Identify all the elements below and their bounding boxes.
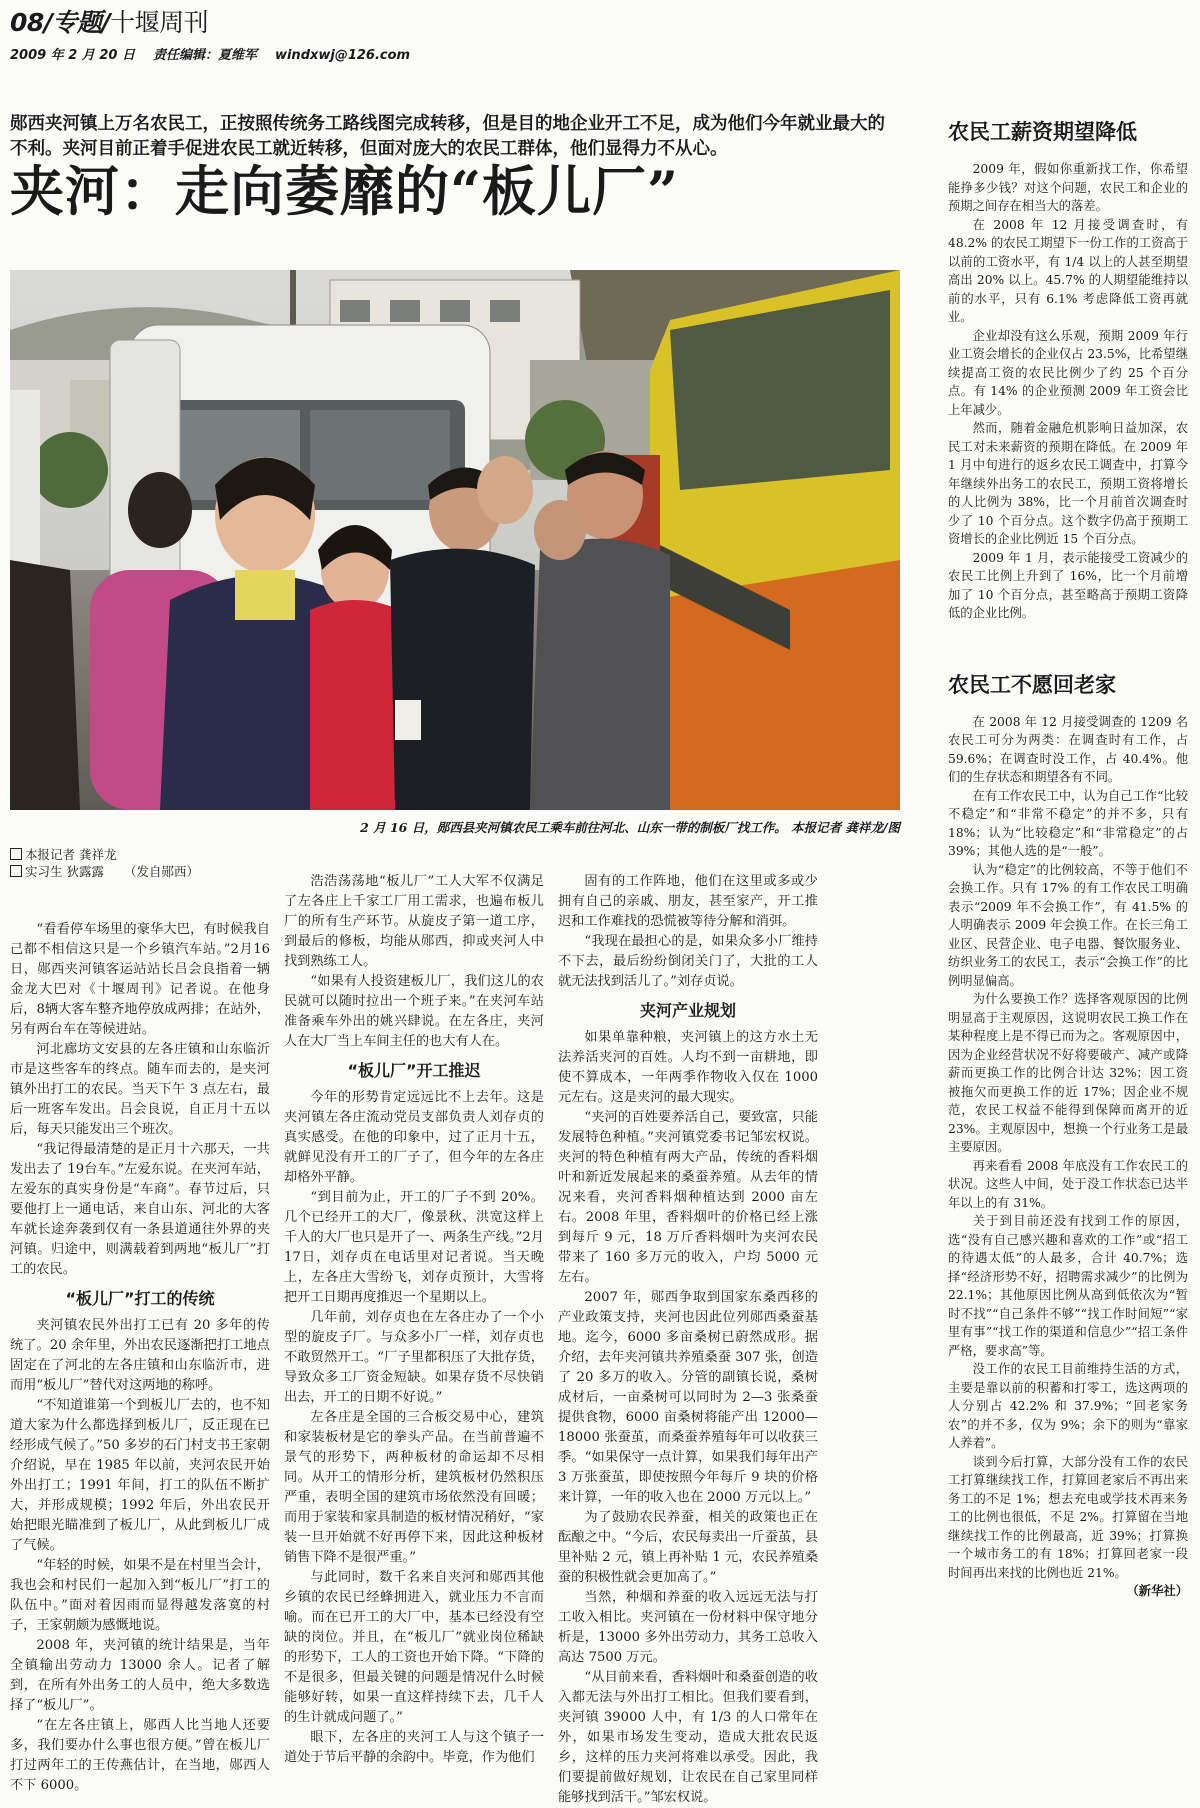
sidebar-paragraph: 再来看看 2008 年底没有工作农民工的状况。这些人中间，处于没工作状态已达半年以上的有 31%。 [948,1158,1188,1210]
subheading: “板儿厂”打工的传统 [65,1289,215,1308]
header-meta [10,44,1190,63]
article-column-1 [10,846,270,1796]
sidebar-paragraph: 企业却没有这么乐观，预期 2009 年行业工资会增长的企业仅占 23.5%，比希望继续提高工资的农民比例少了约 25 个百分点。有 14% 的企业预测 2009 年工资会比上年减少。 [948,328,1188,417]
paragraph: 左各庄是全国的三合板交易中心，建筑和家装板材是它的拳头产品。在当前普遍不景气的形势下，两种板材的命运却不尽相同。从开工的情形分析，建筑板材仍然积压严重，表明全国的建筑市场依然没有回暖；而用于家装和家具制造的板材情况稍好，“家装一旦开始就不好再停下来，因此这种板材销售下降不是很严重。” [284,1410,544,1565]
paragraph: 眼下，左各庄的夹河工人与这个镇子一道处于节后平静的余韵中。毕竟，作为他们 [284,1730,544,1765]
header-separator: / [101,8,111,37]
page-header [10,6,1190,68]
article-headline: 夹河：走向萎靡的“板儿厂” [10,159,680,223]
paragraph: 2007 年，郧西争取到国家东桑西移的产业政策支持，夹河也因此位列郧西桑蚕基地。迄今，6000 多亩桑树已蔚然成形。据介绍，去年夹河镇共养殖桑蚕 307 张，创造了 20 多万的收入。分管的副镇长说，桑树成材后，一亩桑树可以同时为 2—3 张桑蚕提供食物，6000 亩桑树将能产出 12000—18000 张蚕茧，而桑蚕养殖每年可以收获三季。“如果保守一点计算，如果我们每年出产 3 万张蚕茧，即使按照今年每斤 9 块的价格来计算，一年的收入也在 2000 万元以上。” [558,1290,818,1505]
paragraph: 为了鼓励农民养蚕，相关的政策也正在酝酿之中。“今后，农民每卖出一斤蚕茧，县里补贴 2 元，镇上再补贴 1 元，农民养殖桑蚕的积极性就会更加高了。” [558,1510,818,1585]
paragraph: “年轻的时候，如果不是在村里当会计，我也会和村民们一起加入到“板儿厂”打工的队伍中。”面对着因雨而显得越发落寞的村子，王家朝颇为感慨地说。 [10,1558,270,1633]
issue-date: 2009 年 2 月 20 日 [10,48,135,63]
paragraph: 几年前，刘存贞也在左各庄办了一个小型的旋皮子厂。与众多小厂一样，刘存贞也不敢贸然开工。“厂子里都积压了大批存货，导致众多工厂资金短缺。如果存货不尽快销出去，开工的日期不好说。” [284,1310,544,1405]
byline-reporter-line [10,846,270,863]
sidebar-paragraph: 在有工作农民工中，认为自己工作“比较不稳定”和“非常不稳定”的并不多，只有 18%；认为“比较稳定”和“非常稳定”的占 39%；其他人选的是“一般”。 [948,788,1188,858]
paragraph: “看看停车场里的豪华大巴，有时候我自己都不相信这只是一个乡镇汽车站。”2月16日，郧西夹河镇客运站站长吕会良指着一辆金龙大巴对《十堰周刊》记者说。在他身后，8辆大客车整齐地停放成两排；在站外，另有两台车在等候进站。 [10,922,270,1037]
article-column-3 [558,872,818,1808]
paragraph: 今年的形势肯定远远比不上去年。这是夹河镇左各庄流动党员支部负责人刘存贞的真实感受。在他的印象中，过了正月十五，就鲜见没有开工的厂子了，但今年的左各庄却格外平静。 [284,1090,544,1185]
byline-intern-line [10,863,270,880]
paragraph: 河北廊坊文安县的左各庄镇和山东临沂市是这些客车的终点。随车而去的，是夹河镇外出打工的农民。当天下午 3 点左右，最后一班客车发出。吕会良说，自正月十五以后，每天只能发出三个班次。 [10,1042,270,1137]
publication-name: 十堰周刊 [110,8,209,37]
paragraph: “在左各庄镇上，郧西人比当地人还要多，我们要办什么事也很方便。”曾在板儿厂打过两年工的王传燕估计，在当地，郧西人不下 6000。 [10,1718,270,1793]
sidebar-paragraph: 为什么要换工作？选择客观原因的比例明显高于主观原因，这说明农民工换工作在某种程度上是不得已而为之。客观原因中，因为企业经营状况不好将要破产、减产或降薪而更换工作的比例合计达 32%；因工资被拖欠而更换工作的近 17%；因企业不规范，农民工权益不能得到保障而离开的近 23%。主观原因中，想换一个行业务工是最主要原因。 [948,992,1188,1154]
sidebar-heading: 农民工薪资期望降低 [948,120,1137,144]
paragraph: 固有的工作阵地，他们在这里或多或少拥有自己的亲戚、朋友，甚至家产，开工推迟和工作难找的恐慌被等待分解和消弭。 [558,874,818,929]
paragraph: 夹河镇农民外出打工已有 20 多年的传统了。20 余年里，外出农民逐渐把打工地点固定在了河北的左各庄镇和山东临沂市，进而用“板儿厂”替代对这两地的称呼。 [10,1318,270,1393]
paragraph: 浩浩荡荡地“板儿厂”工人大军不仅满足了左各庄上千家工厂用工需求，也遍布板儿厂的所有生产环节。从旋皮子第一道工序，到最后的修板，均能从郧西，抑或夹河人中找到熟练工人。 [284,874,544,969]
sidebar [948,118,1188,1601]
editor-credit: 责任编辑：夏维军 [152,48,257,63]
sidebar-paragraph: 认为“稳定”的比例较高，不等于他们不会换工作。只有 17% 的有工作农民工明确表示“2009 年不会换工作”，有 41.5% 的人明确表示 2009 年会换工作。在长三角工业区、民营企业、电子电器、餐饮服务业、纺织业务工的农民工，表示“会换工作”的比例明显偏高。 [948,862,1188,988]
header-line [10,6,1190,40]
sidebar-paragraph: 关于到目前还没有找到工作的原因，选“没有自己感兴趣和喜欢的工作”或“招工的待遇太低”的人最多，合计 40.7%；选择“经济形势不好，招聘需求减少”的比例为 22.1%；其他原因比例从高到低依次为“暂时不找”“自己条件不够”“找工作时间短”“家里有事”“找工作的渠道和信息少”“招工条件严格，要求高”等。 [948,1214,1188,1358]
checkbox-box-icon [10,865,22,877]
editor-email: windxwj@126.com [274,48,411,63]
paragraph: “我现在最担心的是，如果众多小厂维持不下去，最后纷纷倒闭关门了，大批的工人就无法找到活儿了。”刘存贞说。 [558,934,818,989]
paragraph: “从目前来看，香料烟叶和桑蚕创造的收入都无法与外出打工相比。但我们要看到，夹河镇 39000 人中，有 1/3 的人口常年在外，如果市场发生变动，造成大批农民返乡，这样的压力夹河将难以承受。因此，我们要提前做好规划，让农民在自己家里同样能够找到活干。”邹宏权说。 [558,1670,818,1805]
byline [10,846,270,880]
sidebar-source: （新华社） [1126,1583,1188,1598]
sidebar-heading: 农民工不愿回老家 [948,672,1116,697]
article-lead: 郧西夹河镇上万名农民工，正按照传统务工路线图完成转移，但是目的地企业开工不足，成为他们今年就业最大的不利。夹河目前正着手促进农民工就近转移，但面对庞大的农民工群体，他们显得力不从心。 [10,114,885,159]
paragraph: 与此同时，数千名来自夹河和郧西其他乡镇的农民已经蜂拥进入，就业压力不言而喻。而在已开工的大厂中，基本已经没有空缺的岗位。并且，在“板儿厂”就业岗位稀缺的形势下，工人的工资也开始下降。“下降的不是很多，但最关键的问题是情况什么时候能够好转，如果一直这样持续下去，几千人的生计就成问题了。” [284,1570,544,1725]
paragraph: 2008 年，夹河镇的统计结果是，当年全镇输出劳动力 13000 余人。记者了解到，在所有外出务工的人员中，绝大多数选择了“板儿厂”。 [10,1638,270,1713]
byline-reporter: 本报记者 龚祥龙 [25,847,117,862]
sidebar-paragraph: 在 2008 年 12 月接受调查的 1209 名农民工可分为两类：在调查时有工作，占 59.6%；在调查时没工作，占 40.4%。他们的生存状态和期望各有不同。 [948,714,1188,784]
paragraph: 如果单靠种粮，夹河镇上的这方水土无法养活夹河的百姓。人均不到一亩耕地，即使不算成本，一年两季作物收入仅在 1000 元左右。这是夹河的最大现实。 [558,1030,818,1105]
photo-caption: 2 月 16 日，郧西县夹河镇农民工乘车前往河北、山东一带的制板厂找工作。 本报记者 龚祥龙/图 [360,820,900,835]
sidebar-paragraph: 2009 年，假如你重新找工作，你希望能挣多少钱？对这个问题，农民工和企业的预期之间存在相当大的落差。 [948,162,1188,213]
paragraph: “夹河的百姓要养活自己，要致富，只能发展特色种植。”夹河镇党委书记邹宏权说。夹河的特色种植有两大产品，传统的香料烟叶和新近发展起来的桑蚕养殖。从去年的情况来看，夹河香料烟种植达到 2000 亩左右。2008 年里，香料烟叶的价格已经上涨到每斤 9 元，18 万斤香料烟叶为夹河农民带来了 160 多万元的收入，户均 5000 元左右。 [558,1110,818,1285]
byline-intern: 实习生 狄露露 [25,864,104,879]
byline-location: （发自郧西） [123,864,199,879]
sidebar-paragraph: 然而，随着金融危机影响日益加深，农民工对未来薪资的预期在降低。在 2009 年 1 月中旬进行的返乡农民工调查中，打算今年继续外出务工的农民工，预期工资将增长的人比例为 38%，比一个月前首次调查时少了 10 个百分点。这个数字仍高于预期工资增长的企业比例近 15 个百分点。 [948,421,1188,546]
paragraph: “不知道谁第一个到板儿厂去的，也不知道大家为什么都选择到板儿厂，反正现在已经形成气候了。”50 多岁的石门村支书王家朝介绍说，早在 1985 年以前，夹河农民开始外出打工；1991 年间，打工的队伍不断扩大，并形成规模；1992 年后，外出农民开始把眼光瞄准到了板儿厂，从此到板儿厂成了气候。 [10,1398,270,1553]
checkbox-box-icon [10,848,22,860]
page-number: 08/ [10,8,53,37]
sidebar-paragraph: 没工作的农民工目前维持生活的方式，主要是靠以前的积蓄和打零工，选这两项的人分别占 42.2% 和 37.9%；“回老家务农”的并不多，仅为 9%；余下的则为“靠家人养着”。 [948,1362,1188,1450]
sidebar-paragraph: 2009 年 1 月，表示能接受工资减少的农民工比例上升到了 16%，比一个月前增加了 10 个百分点，甚至略高于预期工资降低的企业比例。 [948,550,1188,620]
subheading: 夹河产业规划 [639,1001,736,1020]
paragraph: “如果有人投资建板儿厂，我们这儿的农民就可以随时拉出一个班子来。”在夹河车站准备乘车外出的姚兴肆说。在左各庄，夹河人在大厂当上车间主任的也大有人在。 [284,974,544,1049]
paragraph: “我记得最清楚的是正月十六那天，一共发出去了 19台车。”左爱东说。在夹河车站，左爱东的真实身份是“车商”。春节过后，只要他打上一通电话，来自山东、河北的大客车就长途奔袭到仅有一条县道通往外界的夹河镇。归途中，则满载着到两地“板儿厂”打工的农民。 [10,1142,270,1277]
news-photo [10,270,900,810]
paragraph: 当然，种烟和养蚕的收入远远无法与打工收入相比。夹河镇在一份材料中保守地分析是，13000 多外出劳动力，其务工总收入高达 7500 万元。 [558,1590,818,1665]
sidebar-paragraph: 谈到今后打算，大部分没有工作的农民工打算继续找工作，打算回老家后不再出来务工的不足 1%；想去充电或学技术再来务工的比例也很低，不足 2%。打算留在当地继续找工作的比例最高，近 39%；打算换一个城市务工的有 18%；打算回老家一段时间再出来找的比例也近 21%。 [948,1454,1188,1580]
subheading: “板儿厂”开工推迟 [347,1061,481,1080]
article-column-2 [284,872,544,1768]
section-name: 专题 [52,8,102,37]
sidebar-paragraph: 在 2008 年 12 月接受调查时，有 48.2% 的农民工期望下一份工作的工资高于以前的工资水平，有 1/4 以上的人甚至期望高出 20% 以上。45.7% 的人期望能维持以前的水平，只有 6.1% 考虑降低工资再就业。 [948,217,1188,324]
paragraph: “到目前为止，开工的厂子不到 20%。几个已经开工的大厂，像景秋、洪宽这样上千人的大厂也只是开了一、两条生产线。”2月17日，刘存贞在电话里对记者说。当天晚上，左各庄大雪纷飞，刘存贞预计，大雪将把开工日期再度推迟一个星期以上。 [284,1190,544,1305]
